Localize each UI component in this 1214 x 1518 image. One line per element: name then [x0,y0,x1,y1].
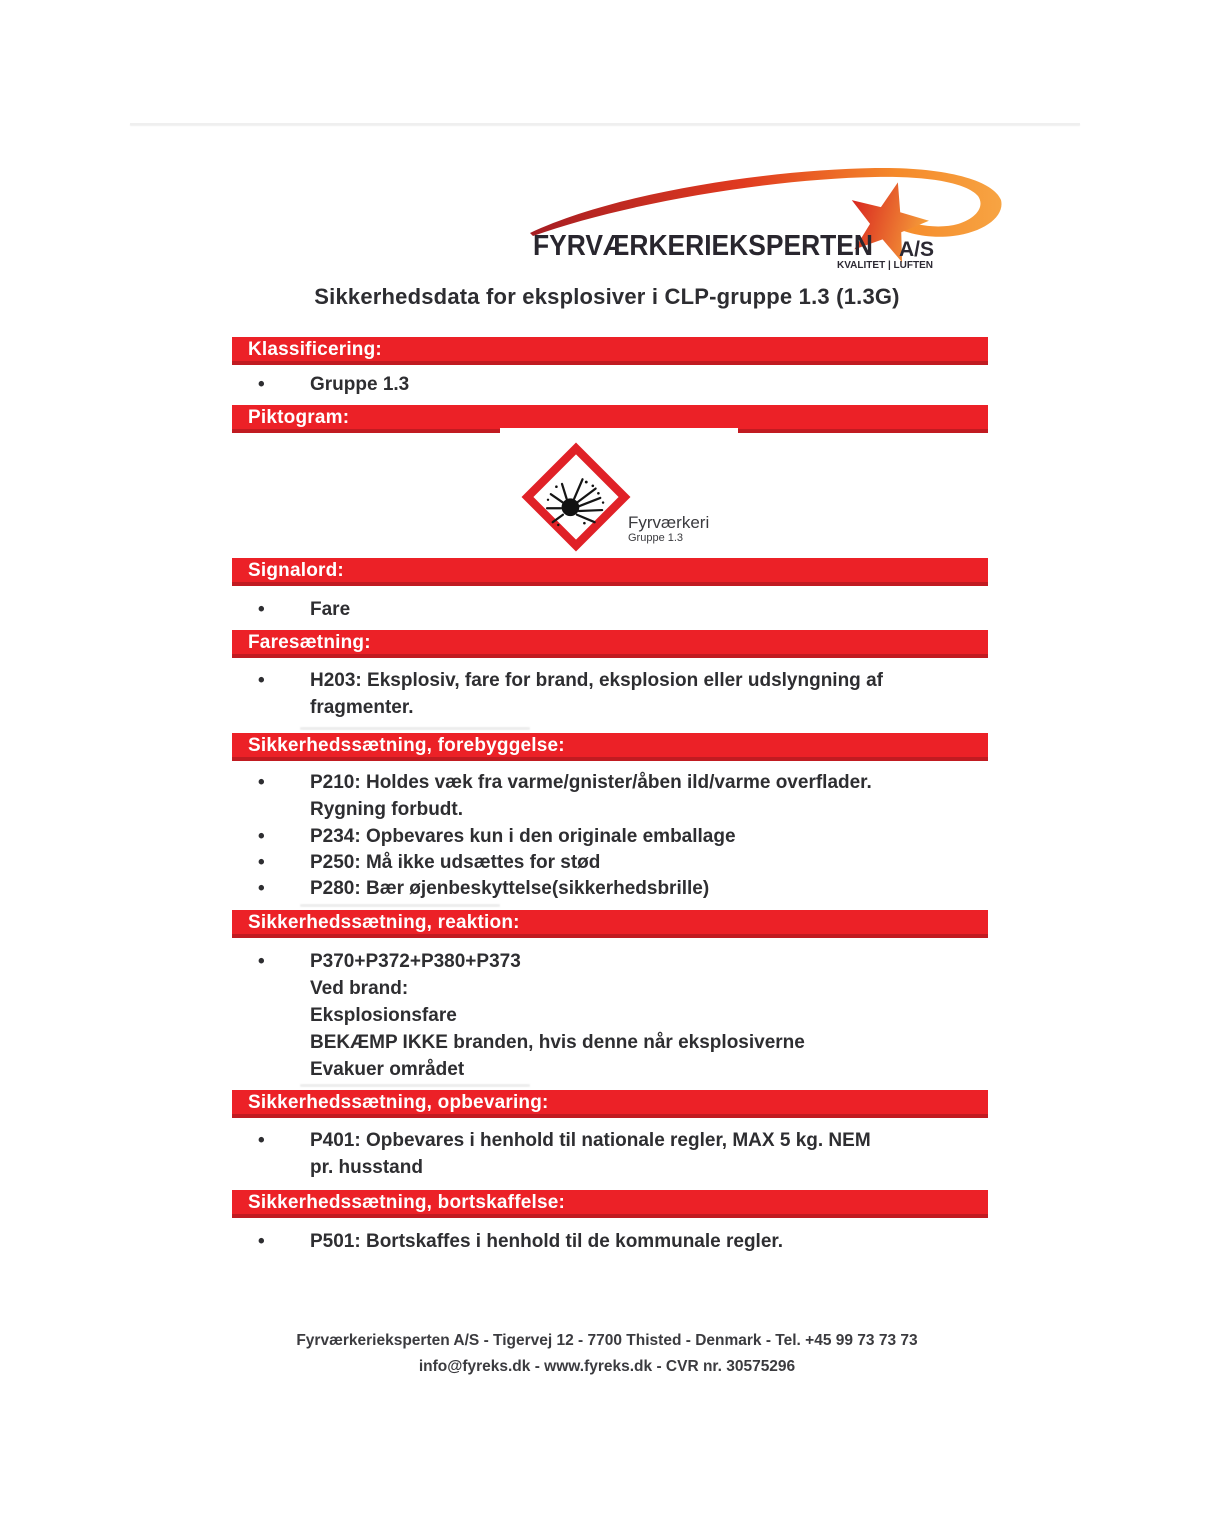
logo-tagline-text: KVALITET | LUFTEN [837,259,933,271]
footer-address-line: Fyrværkerieksperten A/S - Tigervej 12 - 7700 Thisted - Denmark - Tel. +45 99 73 73 73 [296,1332,918,1349]
scan-smudge [300,727,530,730]
item-text: P280: Bær øjenbeskyttelse(sikkerhedsbrille) [310,878,710,899]
list-item [258,823,736,850]
item-text: pr. husstand [310,1157,423,1178]
pictogram-label: Fyrværkeri [628,513,710,532]
item-text: P234: Opbevares kun i den originale emballage [310,826,736,847]
item-text: Eksplosionsfare [310,1005,457,1026]
section-bar-klassificering [232,337,988,365]
section-bar-opbevaring [232,1090,988,1118]
item-text: P250: Må ikke udsættes for stød [310,852,601,873]
section-title: Faresætning: [248,632,371,653]
scan-smudge [300,904,500,907]
bullet-icon: • [258,599,265,620]
bullet-icon: • [258,826,265,847]
item-text: BEKÆMP IKKE branden, hvis denne når eksplosiverne [310,1032,805,1053]
section-title: Klassificering: [248,339,382,360]
logo-swoosh-icon [530,168,1002,237]
section-title: Signalord: [248,560,344,581]
pictogram-sublabel: Gruppe 1.3 [628,532,684,544]
section-bar-piktogram [232,405,988,433]
item-text: P210: Holdes væk fra varme/gnister/åben ild/varme overflader. [310,772,872,793]
item-text: P370+P372+P380+P373 [310,951,521,972]
list-item [258,371,409,398]
pictogram-caption [628,513,709,544]
page-title: Sikkerhedsdata for eksplosiver i CLP-gruppe 1.3 (1.3G) [314,284,900,309]
section-title: Sikkerhedssætning, reaktion: [248,912,520,933]
bullet-icon: • [258,852,265,873]
bullet-icon: • [258,1231,265,1252]
item-text: Gruppe 1.3 [310,374,410,395]
list-item [258,875,709,902]
list-item [258,1228,783,1255]
section-bar-signalord [232,558,988,586]
bullet-icon: • [258,878,265,899]
company-logo [515,148,1015,280]
footer [0,1328,1214,1380]
list-item [258,849,600,876]
section-title: Piktogram: [248,407,350,428]
list-item [258,948,805,1083]
section-bar-reaktion [232,910,988,938]
item-text: Ved brand: [310,978,409,999]
list-item [258,667,883,721]
footer-contact-line: info@fyreks.dk - www.fyreks.dk - CVR nr. 30575296 [418,1358,796,1375]
section-title: Sikkerhedssætning, opbevaring: [248,1092,549,1113]
item-text: fragmenter. [310,697,414,718]
section-bar-faresaetning [232,630,988,658]
item-text: Rygning forbudt. [310,799,464,820]
item-text: Evakuer området [310,1059,465,1080]
item-text: P401: Opbevares i henhold til nationale regler, MAX 5 kg. NEM [310,1130,871,1151]
item-text: P501: Bortskaffes i henhold til de kommunale regler. [310,1231,784,1252]
scan-white-notch [500,428,738,433]
item-text: H203: Eksplosiv, fare for brand, eksplosion eller udslyngning af [310,670,883,691]
ghs-pictogram-block [520,441,820,556]
list-item [258,596,350,623]
section-bar-bortskaffelse [232,1190,988,1218]
ghs-exploding-bomb-icon [520,441,632,553]
bullet-icon: • [258,772,265,793]
list-item [258,769,872,823]
section-title: Sikkerhedssætning, forebyggelse: [248,735,565,756]
logo-graphic [515,148,1015,280]
section-bar-forebyggelse [232,733,988,761]
bullet-icon: • [258,374,265,395]
bullet-icon: • [258,1130,265,1151]
item-text: Fare [310,599,351,620]
list-item [258,1127,871,1181]
bullet-icon: • [258,670,265,691]
section-title: Sikkerhedssætning, bortskaffelse: [248,1192,566,1213]
scan-page-top-edge [130,123,1080,125]
logo-suffix-text: A/S [899,238,935,261]
scan-smudge [300,1084,530,1087]
bullet-icon: • [258,951,265,972]
logo-brand-text: FYRVÆRKERIEKSPERTEN [533,230,873,262]
